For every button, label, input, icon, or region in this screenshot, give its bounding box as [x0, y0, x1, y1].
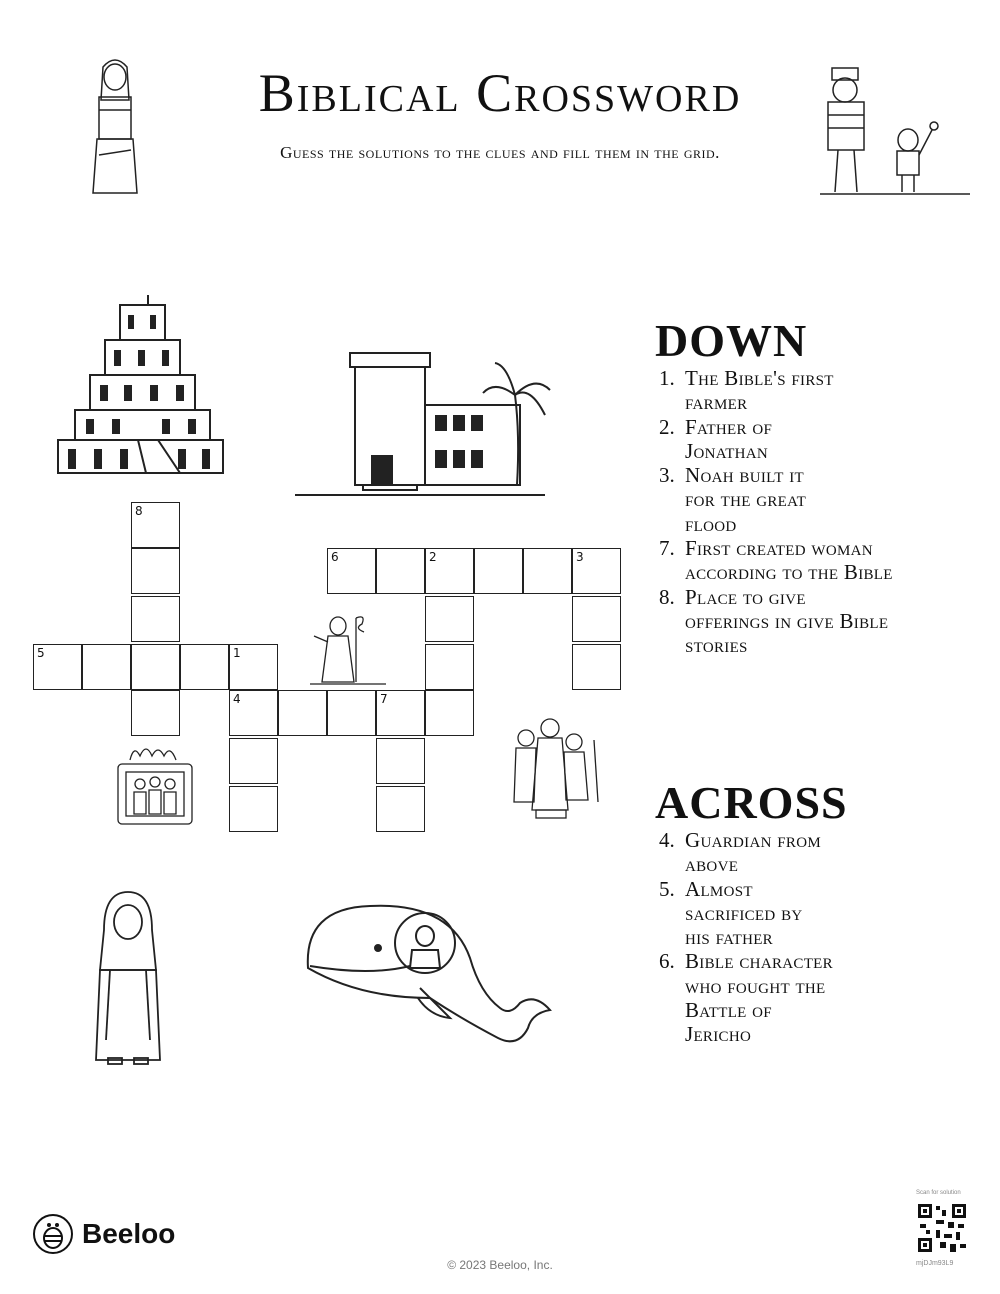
qr-caption: Scan for solution — [916, 1190, 961, 1196]
grid-cell[interactable] — [327, 690, 376, 736]
clue-item: 5. Almost sacrificed by his father — [659, 876, 803, 950]
clue-number: 6 — [331, 550, 339, 564]
clue-number: 4 — [233, 692, 241, 706]
three-men-icon — [498, 710, 608, 820]
qr-code-label: mjDJm93L9 — [916, 1260, 954, 1267]
brand-logo[interactable] — [32, 1213, 175, 1255]
clue-item: 6. Bible character who fought the Battle of Jericho — [659, 949, 833, 1047]
grid-cell[interactable] — [229, 786, 278, 832]
clue-item: 2. Father of Jonathan — [659, 414, 773, 463]
bee-icon — [32, 1213, 74, 1255]
instructions: Guess the solutions to the clues and fill them in the grid. — [280, 143, 720, 162]
grid-cell[interactable] — [229, 690, 278, 736]
whale-jonah-icon — [300, 898, 560, 1058]
grid-cell[interactable] — [572, 548, 621, 594]
fiery-furnace-icon — [110, 742, 200, 830]
across-clues — [655, 777, 990, 1047]
grid-cell[interactable] — [376, 738, 425, 784]
qr-code-icon[interactable] — [916, 1202, 968, 1254]
clue-item: 7. First created woman according to the Bible — [659, 536, 893, 585]
across-heading: ACROSS — [655, 777, 848, 828]
grid-cell[interactable] — [425, 644, 474, 690]
grid-cell[interactable] — [425, 690, 474, 736]
clue-item: 8. Place to give offerings in give Bible stories — [659, 584, 889, 658]
grid-cell[interactable] — [229, 644, 278, 690]
grid-cell[interactable] — [131, 690, 180, 736]
clue-number: 7 — [380, 692, 388, 706]
tower-of-babel-icon — [50, 295, 230, 475]
grid-cell[interactable] — [474, 548, 523, 594]
clue-number: 3 — [576, 550, 584, 564]
clue-number: 8 — [135, 504, 143, 518]
grid-cell[interactable] — [131, 596, 180, 642]
moses-staff-icon — [308, 610, 388, 688]
down-clues — [655, 315, 990, 658]
grid-cell[interactable] — [33, 644, 82, 690]
copyright: © 2023 Beeloo, Inc. — [447, 1258, 553, 1272]
woman-figure-icon — [85, 55, 145, 200]
grid-cell[interactable] — [180, 644, 229, 690]
grid-cell[interactable] — [131, 644, 180, 690]
clue-number: 2 — [429, 550, 437, 564]
grid-cell[interactable] — [572, 644, 621, 690]
woman-in-veil-icon — [90, 890, 165, 1068]
grid-cell[interactable] — [82, 644, 131, 690]
grid-cell[interactable] — [376, 690, 425, 736]
soldier-and-child-icon — [820, 60, 970, 200]
temple-building-icon — [295, 345, 555, 497]
grid-cell[interactable] — [572, 596, 621, 642]
grid-cell[interactable] — [425, 548, 474, 594]
grid-cell[interactable] — [327, 548, 376, 594]
grid-cell[interactable] — [229, 738, 278, 784]
grid-cell[interactable] — [376, 548, 425, 594]
clue-item: 3. Noah built it for the great flood — [659, 463, 807, 536]
grid-cell[interactable] — [425, 596, 474, 642]
grid-cell[interactable] — [131, 502, 180, 548]
brand-name: Beeloo — [82, 1218, 176, 1249]
clue-item: 1. The Bible's first farmer — [659, 366, 834, 415]
grid-cell[interactable] — [278, 690, 327, 736]
page-title: Biblical Crossword — [258, 63, 742, 123]
clue-number: 5 — [37, 646, 45, 660]
grid-cell[interactable] — [131, 548, 180, 594]
clue-number: 1 — [233, 646, 241, 660]
grid-cell[interactable] — [523, 548, 572, 594]
grid-cell[interactable] — [376, 786, 425, 832]
down-heading: DOWN — [655, 315, 808, 366]
clue-item: 4. Guardian from above — [659, 828, 821, 877]
